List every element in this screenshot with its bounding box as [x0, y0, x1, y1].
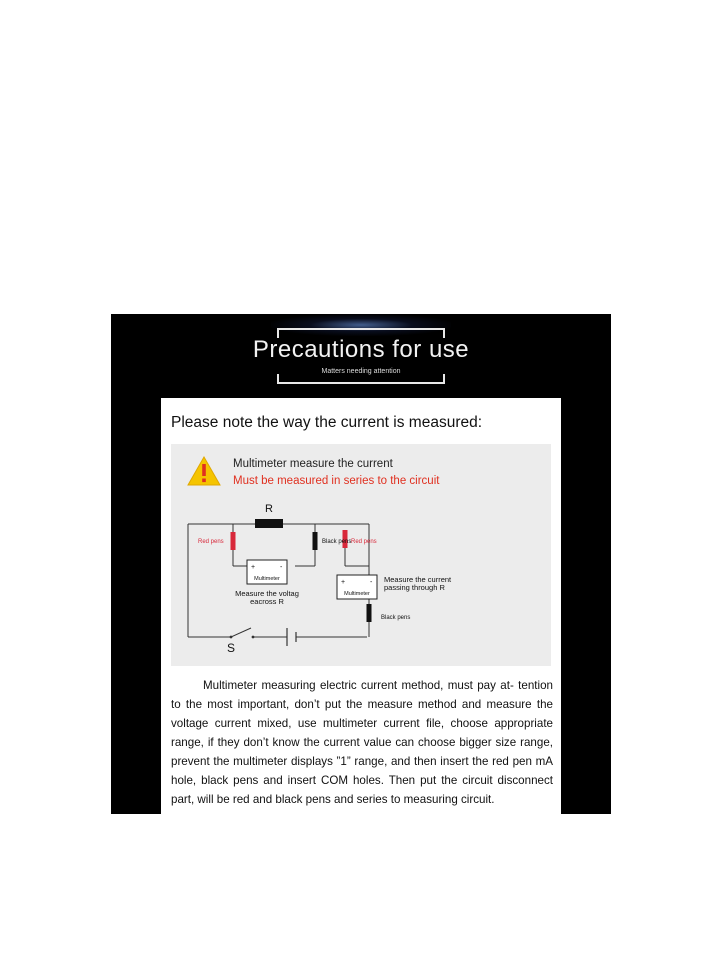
title-bracket-bottom [277, 374, 445, 384]
black-probe-mid [313, 532, 318, 550]
warning-text-line2: Must be measured in series to the circuit [233, 475, 440, 487]
meter-left-caption-2: eacross R [250, 597, 284, 606]
black-pens-bottom-label: Black pens [381, 615, 411, 621]
meter-left-plus: + [251, 564, 256, 571]
meter-right-minus: - [370, 579, 373, 586]
meter-right-label: Multimeter [344, 591, 370, 597]
meter-left-label: Multimeter [254, 576, 280, 582]
meter-left-caption-1: Measure the voltag [235, 589, 299, 598]
meter-right-caption-1: Measure the current [384, 575, 452, 584]
switch-contact [230, 636, 233, 639]
warning-text-line1: Multimeter measure the current [233, 458, 393, 470]
black-probe-bottom [367, 604, 372, 622]
resistor [255, 519, 283, 528]
red-probe-left [231, 532, 236, 550]
instruction-paragraph: Multimeter measuring electric current method, must pay at- tention to the most important, don’t put the measure method and measure the voltage current mixed, use multimeter current file, choose appropriate range, if they don’t know the current value can choose bigger size range, prevent the multimeter displays ”1” range, and then insert the red pen mA hole, black pens and insert COM holes. Then put the circuit disconnect part, will be red and black pens and series to measuring circuit. [171, 679, 553, 806]
meter-left-minus: - [280, 564, 283, 571]
instruction-card [161, 398, 561, 814]
card-heading: Please note the way the current is measured: [171, 414, 483, 431]
resistor-label: R [265, 503, 273, 515]
circuit-diagram [171, 444, 551, 666]
page-title: Precautions for use [252, 336, 470, 363]
meter-right-plus: + [341, 579, 346, 586]
black-pens-mid-label: Black pens [322, 539, 352, 545]
switch-contact [252, 636, 255, 639]
circuit-diagram-box [171, 444, 551, 666]
precautions-panel [111, 314, 611, 814]
meter-right-caption-2: passing through R [384, 583, 445, 592]
page-subtitle: Matters needing attention [321, 368, 401, 375]
red-pens-right-label: Red pens [351, 539, 377, 545]
red-pens-left-label: Red pens [198, 539, 224, 545]
switch-label: S [226, 641, 236, 655]
